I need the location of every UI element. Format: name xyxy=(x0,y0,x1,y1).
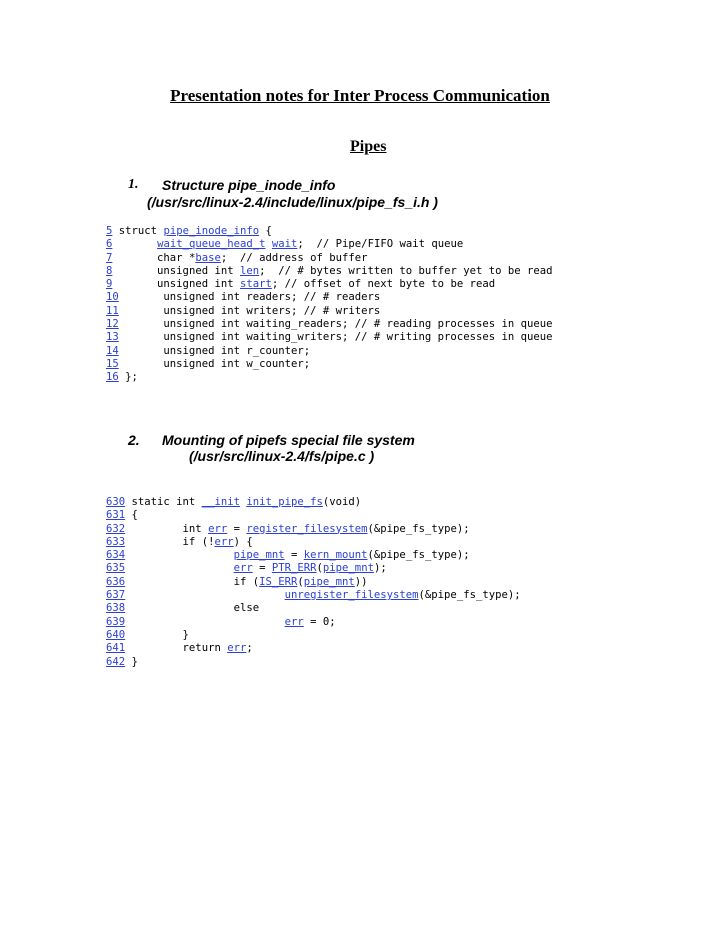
section-1-number: 1. xyxy=(128,177,139,192)
code-text: } xyxy=(131,655,138,668)
code-block-init-pipe-fs xyxy=(106,496,521,669)
identifier-link[interactable]: err xyxy=(208,522,228,535)
code-text: if ( xyxy=(131,575,260,588)
identifier-link[interactable]: err xyxy=(214,535,234,548)
line-number-link[interactable]: 9 xyxy=(106,278,113,291)
code-line xyxy=(106,549,521,562)
line-number-link[interactable]: 639 xyxy=(106,615,126,628)
code-text: (&pipe_fs_type); xyxy=(418,589,521,602)
code-text: return xyxy=(131,642,228,655)
code-line xyxy=(106,602,521,615)
code-block-pipe-inode-info xyxy=(106,225,553,385)
code-text: ( xyxy=(316,562,323,575)
code-text: unsigned int r_counter; xyxy=(125,344,311,357)
identifier-link[interactable]: err xyxy=(227,642,247,655)
code-line xyxy=(106,562,521,575)
code-text xyxy=(132,616,285,628)
identifier-link[interactable]: wait_queue_head_t xyxy=(157,238,266,251)
line-number-link[interactable]: 10 xyxy=(106,291,119,304)
identifier-link[interactable]: wait xyxy=(271,238,298,251)
identifier-link[interactable]: unregister_filesystem xyxy=(284,589,419,602)
line-number-link[interactable]: 637 xyxy=(106,589,126,602)
identifier-link[interactable]: IS_ERR xyxy=(259,575,298,588)
code-line xyxy=(106,265,553,278)
line-number-link[interactable]: 7 xyxy=(106,251,113,264)
code-line xyxy=(106,642,521,655)
code-text: = xyxy=(227,522,247,535)
identifier-link[interactable]: pipe_mnt xyxy=(233,549,285,562)
line-number-link[interactable]: 638 xyxy=(106,602,126,615)
identifier-link[interactable]: pipe_mnt xyxy=(303,575,355,588)
code-text: (void) xyxy=(322,496,362,508)
code-text: unsigned int writers; // # writers xyxy=(125,304,381,317)
line-number-link[interactable]: 5 xyxy=(106,225,113,237)
code-text: ); xyxy=(373,562,387,575)
code-line xyxy=(106,345,553,358)
section-2-number: 2. xyxy=(128,432,140,448)
line-number-link[interactable]: 630 xyxy=(106,496,126,508)
code-text xyxy=(132,589,285,601)
code-text xyxy=(119,238,157,250)
code-text: unsigned int w_counter; xyxy=(125,357,311,370)
code-line xyxy=(106,305,553,318)
code-text: ; // # bytes written to buffer yet to be read xyxy=(259,264,553,277)
identifier-link[interactable]: pipe_mnt xyxy=(322,562,374,575)
section-2-heading: Mounting of pipefs special file system xyxy=(162,432,415,448)
section-1-heading: Structure pipe_inode_info xyxy=(162,177,336,193)
code-line xyxy=(106,371,553,384)
code-text: if (! xyxy=(131,535,215,548)
code-text: = xyxy=(284,549,304,562)
line-number-link[interactable]: 641 xyxy=(106,642,126,655)
code-text: else xyxy=(131,602,260,615)
code-text: unsigned int readers; // # readers xyxy=(125,291,381,304)
code-line xyxy=(106,238,553,251)
line-number-link[interactable]: 13 xyxy=(106,331,119,344)
section-1-path: (/usr/src/linux-2.4/include/linux/pipe_fs_i.h ) xyxy=(147,194,438,210)
code-text xyxy=(132,549,234,561)
line-number-link[interactable]: 632 xyxy=(106,522,126,535)
identifier-link[interactable]: start xyxy=(239,278,272,291)
code-line xyxy=(106,509,521,522)
code-line xyxy=(106,496,521,509)
code-text: ) { xyxy=(233,535,253,548)
identifier-link[interactable]: __init xyxy=(201,496,240,508)
code-line xyxy=(106,358,553,371)
code-text: static int xyxy=(131,496,202,508)
section-2-path: (/usr/src/linux-2.4/fs/pipe.c ) xyxy=(189,448,375,464)
line-number-link[interactable]: 15 xyxy=(106,357,119,370)
code-text: }; xyxy=(125,371,138,384)
code-text: { xyxy=(259,225,272,237)
line-number-link[interactable]: 636 xyxy=(106,575,126,588)
line-number-link[interactable]: 14 xyxy=(106,344,119,357)
identifier-link[interactable]: len xyxy=(239,264,260,277)
line-number-link[interactable]: 11 xyxy=(106,304,119,317)
code-text: ; // address of buffer xyxy=(220,251,368,264)
code-text: (&pipe_fs_type); xyxy=(367,522,470,535)
identifier-link[interactable]: base xyxy=(195,251,221,264)
code-line xyxy=(106,291,553,304)
code-text: = 0; xyxy=(303,615,336,628)
identifier-link[interactable]: kern_mount xyxy=(303,549,368,562)
line-number-link[interactable]: 635 xyxy=(106,562,126,575)
code-line xyxy=(106,629,521,642)
code-line xyxy=(106,318,553,331)
identifier-link[interactable]: init_pipe_fs xyxy=(246,496,323,508)
line-number-link[interactable]: 642 xyxy=(106,655,126,668)
code-line xyxy=(106,536,521,549)
code-text: (&pipe_fs_type); xyxy=(367,549,470,562)
code-text: ; // Pipe/FIFO wait queue xyxy=(297,238,464,251)
code-text: char * xyxy=(118,251,196,264)
code-line xyxy=(106,616,521,629)
code-text: = xyxy=(252,562,272,575)
identifier-link[interactable]: err xyxy=(284,615,304,628)
code-text: ; // offset of next byte to be read xyxy=(271,278,496,291)
code-line xyxy=(106,523,521,536)
line-number-link[interactable]: 8 xyxy=(106,264,113,277)
code-line xyxy=(106,278,553,291)
code-text: ( xyxy=(297,575,304,588)
code-text: } xyxy=(131,628,189,641)
code-text: unsigned int waiting_readers; // # reading processes in queue xyxy=(125,318,553,331)
line-number-link[interactable]: 631 xyxy=(106,509,126,522)
section-title-pipes: Pipes xyxy=(350,138,387,155)
code-line xyxy=(106,656,521,669)
line-number-link[interactable]: 16 xyxy=(106,371,119,384)
code-text: )) xyxy=(354,575,368,588)
identifier-link[interactable]: err xyxy=(233,562,253,575)
line-number-link[interactable]: 634 xyxy=(106,549,126,562)
identifier-link[interactable]: register_filesystem xyxy=(246,522,368,535)
code-text: { xyxy=(131,509,138,522)
identifier-link[interactable]: PTR_ERR xyxy=(271,562,317,575)
code-line xyxy=(106,576,521,589)
code-text: struct xyxy=(118,225,164,237)
code-text: unsigned int waiting_writers; // # writing processes in queue xyxy=(125,331,553,344)
document-title: Presentation notes for Inter Process Communication xyxy=(170,86,550,105)
line-number-link[interactable]: 12 xyxy=(106,318,119,331)
line-number-link[interactable]: 6 xyxy=(106,238,113,251)
code-text: unsigned int xyxy=(118,264,240,277)
code-text: unsigned int xyxy=(118,278,240,291)
line-number-link[interactable]: 640 xyxy=(106,628,126,641)
identifier-link[interactable]: pipe_inode_info xyxy=(163,225,260,237)
code-line xyxy=(106,589,521,602)
code-line xyxy=(106,252,553,265)
code-line xyxy=(106,331,553,344)
line-number-link[interactable]: 633 xyxy=(106,535,126,548)
code-line xyxy=(106,225,553,238)
code-text: ; xyxy=(246,642,253,655)
code-text xyxy=(132,562,234,574)
code-text: int xyxy=(131,522,209,535)
